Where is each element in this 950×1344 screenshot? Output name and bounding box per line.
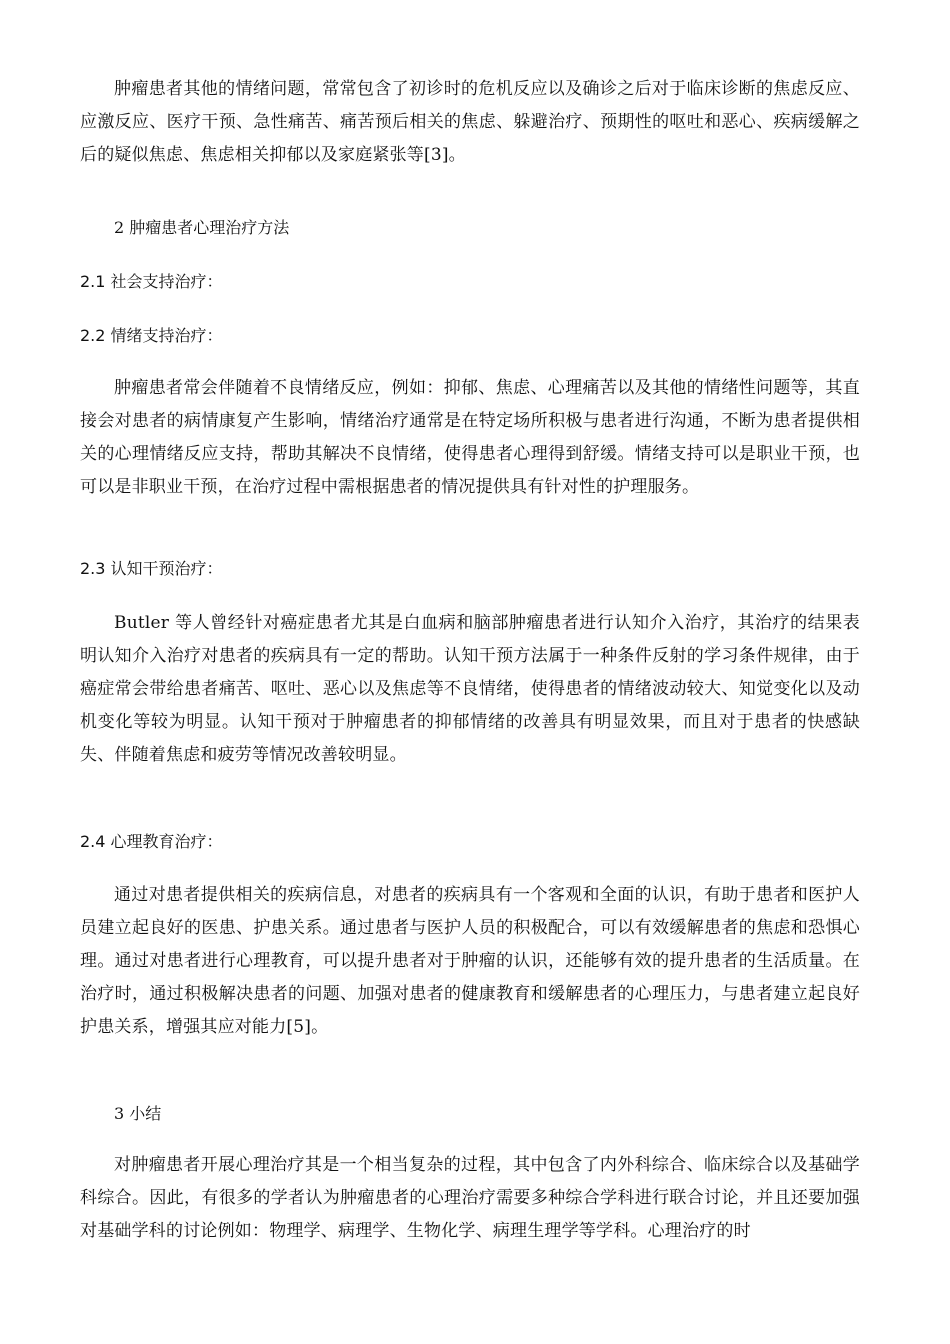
subsection-heading-2-4 (80, 830, 223, 854)
subsection-number: 2.1 (80, 272, 106, 291)
paragraph-cognitive-intervention: Butler 等人曾经针对癌症患者尤其是白血病和脑部肿瘤患者进行认知介入治疗，其治疗的结果表明认知介入治疗对患者的疾病具有一定的帮助。认知干预方法属于一种条件反射的学习条件规律，由于癌症常会带给患者痛苦、呕吐、恶心以及焦虑等不良情绪，使得患者的情绪波动较大、知觉变化以及动机变化等较为明显。认知干预对于肿瘤患者的抑郁情绪的改善具有明显效果，而且对于患者的快感缺失、伴随着焦虑和疲劳等情况改善较明显。 (80, 613, 860, 765)
subsection-number: 2.2 (80, 326, 106, 345)
paragraph-emotional-support: 肿瘤患者常会伴随着不良情绪反应，例如：抑郁、焦虑、心理痛苦以及其他的情绪性问题等，其直接会对患者的病情康复产生影响，情绪治疗通常是在特定场所积极与患者进行沟通，不断为患者提供相关的心理情绪反应支持，帮助其解决不良情绪，使得患者心理得到舒缓。情绪支持可以是职业干预，也可以是非职业干预，在治疗过程中需根据患者的情况提供具有针对性的护理服务。 (80, 378, 860, 497)
subsection-heading-2-3 (80, 557, 223, 581)
section-heading-2: 2 肿瘤患者心理治疗方法 (114, 218, 290, 237)
subsection-title: 社会支持治疗： (105, 272, 223, 291)
section-heading-3: 3 小结 (114, 1104, 162, 1123)
subsection-heading-2-1 (80, 270, 223, 294)
paragraph-summary: 对肿瘤患者开展心理治疗其是一个相当复杂的过程，其中包含了内外科综合、临床综合以及基础学科综合。因此，有很多的学者认为肿瘤患者的心理治疗需要多种综合学科进行联合讨论，并且还要加强对基础学科的讨论例如：物理学、病理学、生物化学、病理生理学等学科。心理治疗的时 (80, 1155, 860, 1241)
paragraph-psychological-education: 通过对患者提供相关的疾病信息，对患者的疾病具有一个客观和全面的认识，有助于患者和医护人员建立起良好的医患、护患关系。通过患者与医护人员的积极配合，可以有效缓解患者的焦虑和恐惧心理。通过对患者进行心理教育，可以提升患者对于肿瘤的认识，还能够有效的提升患者的生活质量。在治疗时，通过积极解决患者的问题、加强对患者的健康教育和缓解患者的心理压力，与患者建立起良好护患关系，增强其应对能力[5]。 (80, 885, 860, 1037)
subsection-number: 2.3 (80, 559, 106, 578)
subsection-title: 情绪支持治疗： (105, 326, 223, 345)
subsection-title: 心理教育治疗： (105, 832, 223, 851)
subsection-title: 认知干预治疗： (105, 559, 223, 578)
subsection-heading-2-2 (80, 324, 223, 348)
paragraph-emotional-problems: 肿瘤患者其他的情绪问题，常常包含了初诊时的危机反应以及确诊之后对于临床诊断的焦虑反应、应激反应、医疗干预、急性痛苦、痛苦预后相关的焦虑、躲避治疗、预期性的呕吐和恶心、疾病缓解之后的疑似焦虑、焦虑相关抑郁以及家庭紧张等[3]。 (80, 79, 860, 165)
subsection-number: 2.4 (80, 832, 106, 851)
